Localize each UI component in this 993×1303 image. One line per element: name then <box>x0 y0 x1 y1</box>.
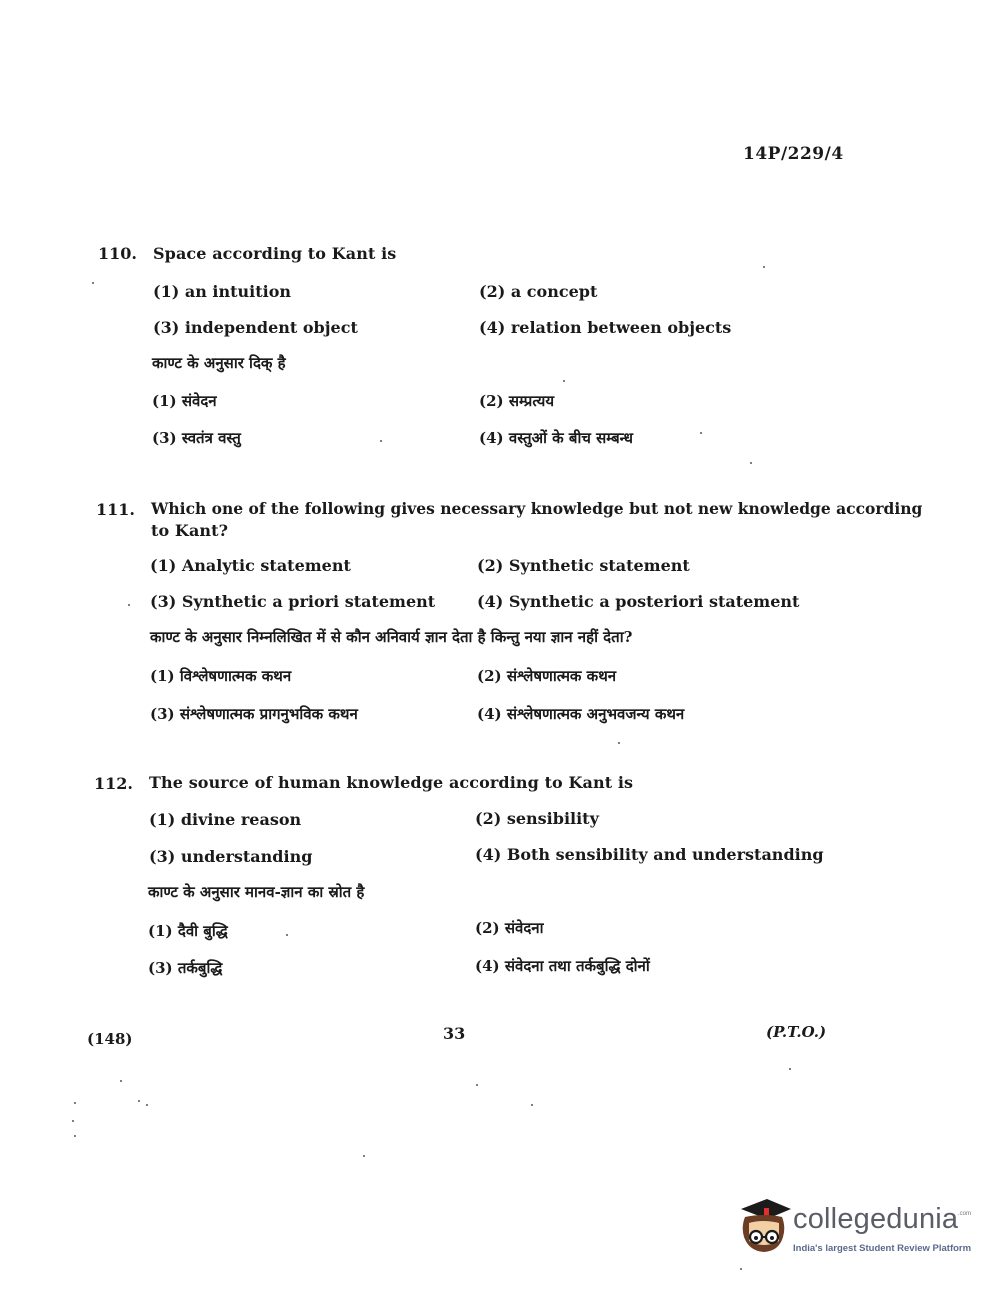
option-1: (1) an intuition <box>153 282 291 301</box>
hindi-option-3: (3) संश्लेषणात्मक प्रागनुभविक कथन <box>150 705 358 723</box>
page-number: 33 <box>443 1024 466 1043</box>
option-2: (2) a concept <box>479 282 598 301</box>
option-4: (4) Synthetic a posteriori statement <box>477 592 800 611</box>
mascot-graduate-icon <box>735 1197 793 1257</box>
hindi-option-4: (4) संश्लेषणात्मक अनुभवजन्य कथन <box>477 705 685 723</box>
hindi-option-1: (1) विश्लेषणात्मक कथन <box>150 667 292 685</box>
logo-suffix: .com <box>958 1211 972 1217</box>
question-text: The source of human knowledge according to Kant is <box>149 773 634 792</box>
question-text: Space according to Kant is <box>153 244 397 263</box>
hindi-option-2: (2) सम्प्रत्यय <box>479 392 555 410</box>
hindi-option-2: (2) संश्लेषणात्मक कथन <box>477 667 617 685</box>
question-number: 110. <box>98 244 137 263</box>
hindi-question-text: काण्ट के अनुसार निम्नलिखित में से कौन अनिवार्य ज्ञान देता है किन्तु नया ज्ञान नहीं देता? <box>150 628 633 646</box>
option-1: (1) Analytic statement <box>150 556 351 575</box>
hindi-option-3: (3) तर्कबुद्धि <box>148 959 223 977</box>
question-number: 112. <box>94 774 133 793</box>
option-3: (3) Synthetic a priori statement <box>150 592 436 611</box>
option-4: (4) relation between objects <box>479 318 732 337</box>
hindi-option-4: (4) संवेदना तथा तर्कबुद्धि दोनों <box>475 957 650 975</box>
pto-label: (P.T.O.) <box>766 1023 827 1041</box>
option-3: (3) independent object <box>153 318 358 337</box>
option-2: (2) sensibility <box>475 809 599 828</box>
hindi-option-3: (3) स्वतंत्र वस्तु <box>152 429 241 447</box>
hindi-question-text: काण्ट के अनुसार दिक् है <box>152 354 286 372</box>
collegedunia-logo[interactable] <box>735 1197 972 1261</box>
option-4: (4) Both sensibility and understanding <box>475 845 824 864</box>
question-text-line-2: to Kant? <box>151 521 229 540</box>
question-text-line-1: Which one of the following gives necessary knowledge but not new knowledge according <box>151 499 923 518</box>
footer-code: (148) <box>87 1030 133 1048</box>
hindi-option-1: (1) संवेदन <box>152 392 217 410</box>
hindi-option-1: (1) दैवी बुद्धि <box>148 922 228 940</box>
hindi-question-text: काण्ट के अनुसार मानव-ज्ञान का स्रोत है <box>148 883 365 901</box>
option-2: (2) Synthetic statement <box>477 556 690 575</box>
hindi-option-4: (4) वस्तुओं के बीच सम्बन्ध <box>479 429 634 447</box>
option-3: (3) understanding <box>149 847 313 866</box>
question-number: 111. <box>96 500 135 519</box>
option-1: (1) divine reason <box>149 810 302 829</box>
logo-name: collegedunia <box>793 1203 959 1235</box>
paper-code: 14P/229/4 <box>743 144 844 164</box>
logo-tagline: India's largest Student Review Platform <box>793 1243 972 1254</box>
hindi-option-2: (2) संवेदना <box>475 919 544 937</box>
